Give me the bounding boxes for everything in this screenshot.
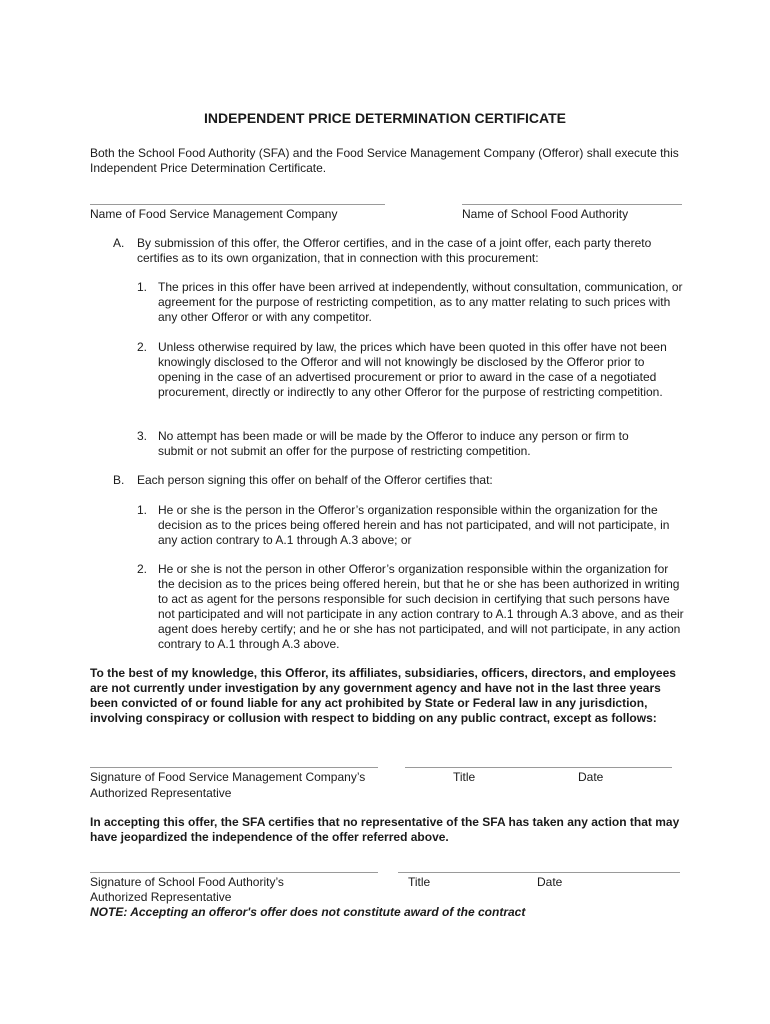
sfa-name-line	[462, 204, 682, 205]
award-note: NOTE: Accepting an offeror's offer does not constitute award of the contract	[90, 905, 526, 919]
sfa-title-label: Title	[408, 875, 431, 889]
sfa-name-label: Name of School Food Authority	[462, 207, 629, 221]
intro-paragraph: Both the School Food Authority (SFA) and the Food Service Management Company (Offeror) shall execute this Independent Price Determination Certificate.	[90, 146, 679, 175]
fsmc-date-label: Date	[578, 770, 604, 784]
fsmc-signature-label: Signature of Food Service Management Company’s	[90, 770, 366, 784]
sfa-statement: In accepting this offer, the SFA certifies that no representative of the SFA has taken any action that may have jeopardized the independence of the offer referred above.	[90, 815, 680, 844]
sfa-date-label: Date	[537, 875, 563, 889]
sfa-title-date-line	[398, 872, 680, 873]
section-b-item-1-marker: 1.	[137, 503, 148, 517]
fsmc-title-date-line	[405, 767, 672, 768]
section-b-item-1-text: He or she is the person in the Offeror’s organization responsible within the organization for the decision as to the prices being offered herein and has not participated, and will not participate, in any action contrary to A.1 through A.3 above; or	[158, 503, 670, 547]
fsmc-name-label: Name of Food Service Management Company	[90, 207, 338, 221]
section-a-item-2-marker: 2.	[137, 340, 148, 354]
fsmc-signature-line	[90, 767, 378, 768]
section-b-item-2-text: He or she is not the person in other Offeror’s organization responsible within the organization for the decision as to the prices being offered herein, but that he or she has been authorized in writing to act as agent for the persons responsible for such decision in certifying that such persons have not participated and will not participate in any action contrary to A.1 through A.3 above, and as their agent does hereby certify; and he or she has not participated, and will not participate, in any action contrary to A.1 through A.3 above.	[158, 562, 684, 651]
section-a-marker: A.	[113, 236, 125, 250]
fsmc-title-label: Title	[453, 770, 476, 784]
section-b-text: Each person signing this offer on behalf of the Offeror certifies that:	[137, 473, 493, 487]
sfa-signature-sublabel: Authorized Representative	[90, 890, 232, 904]
sfa-signature-label: Signature of School Food Authority’s	[90, 875, 284, 889]
document-title: INDEPENDENT PRICE DETERMINATION CERTIFICATE	[204, 110, 566, 126]
section-b-marker: B.	[113, 473, 125, 487]
section-a-item-3-marker: 3.	[137, 429, 148, 443]
sfa-signature-line	[90, 872, 378, 873]
section-a-item-1-text: The prices in this offer have been arrived at independently, without consultation, communication, or agreement for the purpose of restricting competition, as to any matter relating to such prices with any other Offeror or with any competitor.	[158, 280, 683, 324]
section-a-item-3-text: No attempt has been made or will be made by the Offeror to induce any person or firm to submit or not submit an offer for the purpose of restricting competition.	[158, 429, 629, 458]
section-a-text: By submission of this offer, the Offeror certifies, and in the case of a joint offer, each party thereto certifies as to its own organization, that in connection with this procurement:	[137, 236, 652, 265]
knowledge-statement: To the best of my knowledge, this Offeror, its affiliates, subsidiaries, officers, directors, and employees are not currently under investigation by any government agency and have not in the last three years been convicted of or found liable for any act prohibited by State or Federal law in any jurisdiction, involving conspiracy or collusion with respect to bidding on any public contract, except as follows:	[90, 666, 676, 725]
section-a-item-1-marker: 1.	[137, 280, 148, 294]
section-b-item-2-marker: 2.	[137, 562, 148, 576]
fsmc-name-line	[90, 204, 385, 205]
fsmc-signature-sublabel: Authorized Representative	[90, 786, 232, 800]
section-a-item-2-text: Unless otherwise required by law, the prices which have been quoted in this offer have not been knowingly disclosed to the Offeror and will not knowingly be disclosed by the Offeror prior to opening in the case of an advertised procurement or prior to award in the case of a negotiated procurement, directly or indirectly to any other Offeror for the purpose of restricting competition.	[158, 340, 667, 399]
